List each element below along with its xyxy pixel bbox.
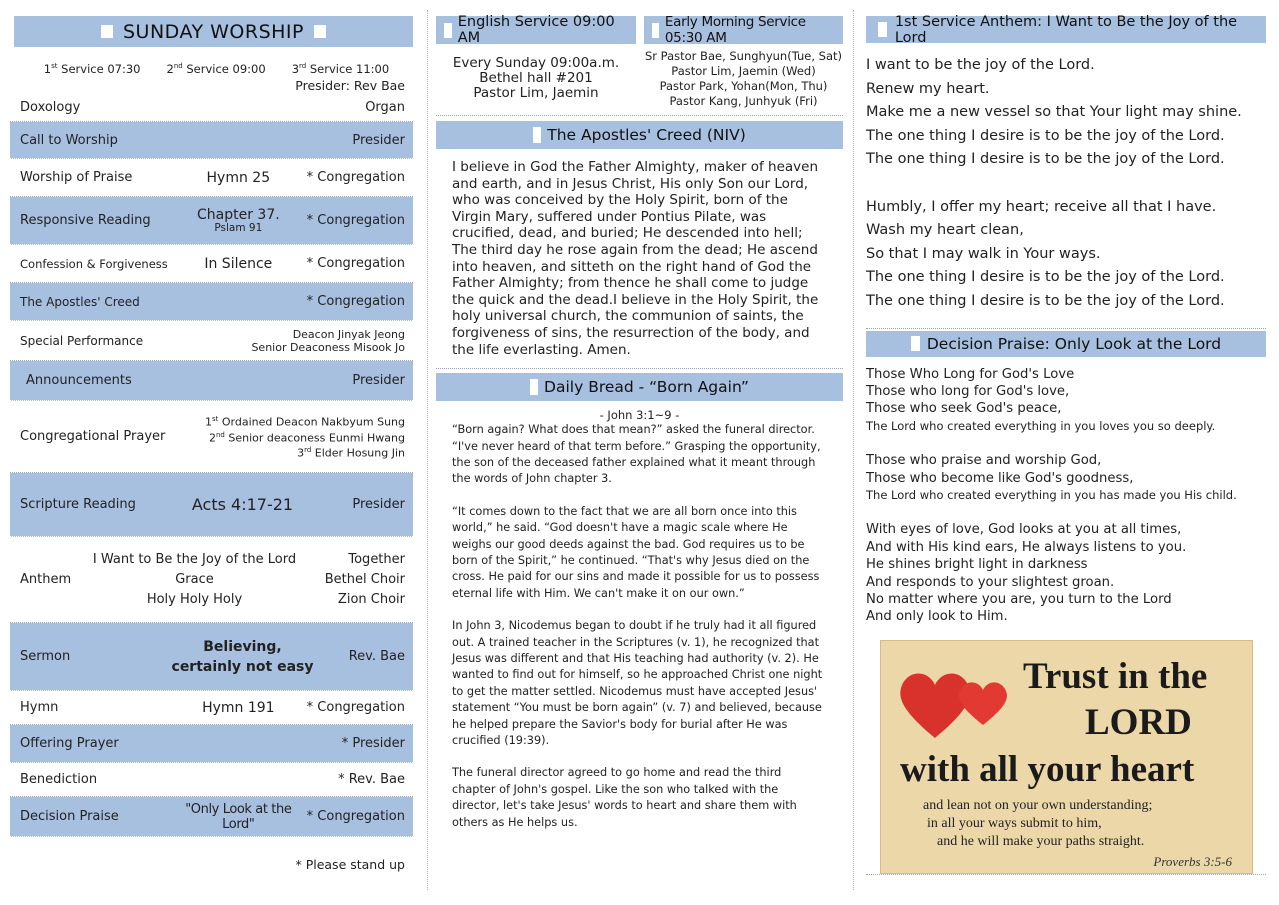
praise-line: Those Who Long for God's Love: [866, 366, 1075, 382]
praise-line: The Lord who created everything in you loves you so deeply.: [866, 418, 1216, 433]
poster-line-1: Trust in the: [1023, 656, 1208, 697]
order-row: [10, 473, 413, 537]
lyric-line: The one thing I desire is to be the joy of the Lord.: [866, 292, 1225, 309]
performers: [170, 328, 405, 354]
order-row: [10, 401, 413, 473]
praise-line: Those who seek God's peace,: [866, 401, 1062, 417]
order-of-worship: [10, 93, 413, 837]
poster-small-line: in all your ways submit to him,: [927, 816, 1102, 831]
praise-line: Those who become like God's goodness,: [866, 470, 1134, 486]
order-leader: * Congregation: [306, 256, 405, 271]
performer-name: Deacon Jinyak Jeong: [292, 327, 405, 341]
daily-bread-paragraph: The funeral director agreed to go home and read the third chapter of John's gospel. Like the son who talked with the director, let's take Jesus' words to heart and share them with others as He helps us.: [452, 766, 797, 829]
early-service-line: Sr Pastor Bae, Sunghyun(Tue, Sat): [644, 49, 843, 63]
order-row: [10, 93, 413, 122]
decision-praise-title: Decision Praise: Only Look at the Lord: [866, 331, 1266, 357]
lyric-line: Renew my heart.: [866, 80, 990, 97]
anthem-choir: Zion Choir: [337, 592, 405, 607]
daily-bread-title: Daily Bread - “Born Again”: [436, 373, 843, 401]
order-leader: Organ: [365, 99, 405, 115]
order-leader: Rev. Bae: [348, 649, 405, 664]
order-item: [170, 207, 307, 234]
sermon-title-1: Believing,: [203, 638, 282, 655]
anthem-song: Holy Holy Holy: [146, 592, 243, 607]
middle-column: [436, 16, 843, 847]
order-leader: * Congregation: [306, 294, 405, 309]
english-service-title: English Service 09:00 AM: [436, 16, 636, 44]
praise-line: And responds to your slightest groan.: [866, 574, 1115, 590]
order-label: Announcements: [26, 373, 132, 388]
order-label: Congregational Prayer: [20, 429, 166, 444]
anthem-song: I Want to Be the Joy of the Lord: [92, 552, 297, 567]
lyric-line: The one thing I desire is to be the joy of the Lord.: [866, 151, 1225, 168]
sermon-title-2: certainly not easy: [171, 658, 314, 675]
early-service-box: [644, 16, 843, 109]
performer-name: Senior Deaconess Misook Jo: [251, 340, 405, 354]
order-row: [10, 159, 413, 197]
poster-small-line: and lean not on your own understanding;: [923, 798, 1153, 813]
service-time: 3rd Service 11:00: [291, 62, 390, 76]
order-label: Doxology: [20, 99, 81, 115]
order-leader: * Congregation: [306, 809, 405, 824]
lyric-line: The one thing I desire is to be the joy of the Lord.: [866, 127, 1225, 144]
order-leader: * Presider: [341, 736, 405, 751]
order-leader: * Congregation: [306, 170, 405, 185]
anthem-choir: Bethel Choir: [324, 572, 405, 587]
order-row: [10, 725, 413, 763]
presider-line: Presider: Rev Bae: [295, 78, 405, 93]
early-service-line: Pastor Lim, Jaemin (Wed): [671, 64, 816, 78]
column-divider: [427, 10, 428, 890]
praise-gap: [866, 504, 1266, 521]
praise-line: With eyes of love, God looks at you at all times,: [866, 522, 1182, 538]
order-leader: Presider: [352, 497, 405, 512]
anthem-title: 1st Service Anthem: I Want to Be the Joy of the Lord: [866, 16, 1266, 43]
creed-text: I believe in God the Father Almighty, maker of heaven and earth, and in Jesus Christ, His only Son our Lord, who was conceived by the Holy Spirit, born of the Virgin Mary, suffered under Pontius Pilate, was crucified, dead, and buried; He descended into hell; The third day he rose again from the dead; He ascend into heaven, and sitteth on the right hand of God the Father Almighty; from thence he shall come to judge the quick and the dead.I believe in the Holy Spirit, the holy universal church, the communion of saints, the forgiveness of sins, the resurrection of the body, and the life everlasting. Amen.: [452, 159, 819, 358]
order-row: [10, 321, 413, 361]
order-label: Worship of Praise: [20, 170, 133, 185]
order-item: Hymn 191: [202, 699, 275, 716]
english-service-line: Pastor Lim, Jaemin: [473, 85, 599, 101]
english-service-box: [436, 16, 636, 109]
daily-bread-reference: - John 3:1~9 -: [599, 408, 680, 423]
order-item: [170, 637, 315, 677]
order-item: "Only Look at the Lord": [185, 801, 292, 832]
anthem-song: Grace: [175, 572, 214, 587]
decision-praise-lyrics: [866, 366, 1266, 626]
poster-line-3: with all your heart: [900, 749, 1195, 790]
order-label: Call to Worship: [20, 132, 118, 148]
lyric-line: Wash my heart clean,: [866, 222, 1024, 239]
praise-line: And with His kind ears, He always listens to you.: [866, 539, 1187, 555]
order-row: [10, 763, 413, 797]
lyric-line: So that I may walk in Your ways.: [866, 245, 1101, 262]
lyric-line: The one thing I desire is to be the joy of the Lord.: [866, 269, 1225, 286]
prayer-leader: 1st Ordained Deacon Nakbyum Sung: [204, 415, 405, 429]
early-service-line: Pastor Park, Yohan(Mon, Thu): [659, 79, 828, 93]
poster-reference: Proverbs 3:5-6: [1153, 854, 1232, 869]
daily-bread-paragraph: In John 3, Nicodemus began to doubt if he truly had it all figured out. A trained teacher in the Scriptures (v. 1), he recognized that Jesus was different and that His teaching had authority (v. 2). He wanted to find out for himself, so he approached Christ one night to get the matter settled. Nicodemus must have accepted Jesus' statement “You must be born again” (v. 7) and believed, because he helped prepare the Savior's body for burial after He was crucified (19:39).: [452, 619, 823, 748]
english-service-info: [436, 56, 636, 101]
praise-line: No matter where you are, you turn to the Lord: [866, 592, 1172, 607]
daily-bread-text: [436, 422, 843, 831]
right-column: [866, 13, 1266, 869]
order-item: In Silence: [204, 255, 273, 272]
order-label: Confession & Forgiveness: [20, 256, 168, 271]
early-service-title: Early Morning Service 05:30 AM: [644, 16, 843, 44]
order-row: [10, 623, 413, 691]
english-service-line: Every Sunday 09:00a.m.: [452, 55, 620, 71]
daily-bread-paragraph: “Born again? What does that mean?” asked the funeral director. “I've never heard of that term before.” Grasping the opportunity, the son of the deceased father explained what it meant through the words of John chapter 3.: [452, 423, 821, 486]
order-row: [10, 691, 413, 725]
english-service-line: Bethel hall #201: [479, 70, 593, 86]
order-label: The Apostles' Creed: [20, 294, 140, 309]
praise-line: Those who praise and worship God,: [866, 453, 1102, 469]
poster-small-text: [923, 797, 1223, 851]
order-leader: * Congregation: [306, 213, 405, 228]
service-time: 1st Service 07:30: [43, 62, 141, 76]
anthem-choir: Together: [348, 552, 405, 567]
prayer-leaders: [170, 413, 405, 460]
daily-bread-paragraph: “It comes down to the fact that we are all born once into this world,” he said. “God doesn't have a magic scale where He weighs our good deeds against the bad. God requires us to be born of the Spirit,” he continued. “That's why Jesus died on the cross. He paid for our sins and made it possible for us to possess eternal life with Him. We can't make it on our own.”: [452, 504, 820, 600]
column-divider: [853, 10, 854, 890]
order-label: Responsive Reading: [20, 213, 151, 228]
anthem-label: Anthem: [20, 572, 72, 587]
order-item: Acts 4:17-21: [191, 495, 294, 514]
lyric-gap: [866, 172, 1266, 196]
order-item-sub: Pslam 91: [214, 222, 263, 234]
service-time: 2nd Service 09:00: [166, 62, 266, 76]
order-label: Offering Prayer: [20, 736, 119, 751]
lyric-line: I want to be the joy of the Lord.: [866, 57, 1095, 73]
order-label: Sermon: [20, 649, 71, 664]
praise-line: Those who long for God's love,: [866, 383, 1070, 399]
order-label: Decision Praise: [20, 809, 119, 824]
order-item-main: Chapter 37.: [196, 207, 280, 223]
order-leader: * Rev. Bae: [338, 772, 405, 787]
anthem-row: [10, 537, 413, 623]
order-row: [10, 361, 413, 401]
hearts-icon: [895, 663, 1025, 743]
early-service-info: [644, 49, 843, 109]
order-label: Hymn: [20, 700, 59, 715]
prayer-leader: 2nd Senior deaconess Eunmi Hwang: [208, 430, 405, 445]
early-service-line: Pastor Kang, Junhyuk (Fri): [669, 94, 818, 108]
order-row: [10, 197, 413, 245]
praise-line: He shines bright light in darkness: [866, 557, 1088, 573]
order-label: Scripture Reading: [20, 497, 136, 512]
order-row: [10, 797, 413, 837]
trust-in-the-lord-image: [880, 640, 1253, 874]
order-label: Benediction: [20, 772, 98, 787]
service-times: [10, 62, 413, 76]
sunday-worship-title: SUNDAY WORSHIP: [14, 16, 413, 47]
order-row: [10, 245, 413, 283]
order-leader: Presider: [352, 132, 405, 148]
order-label: Special Performance: [20, 333, 144, 348]
anthem-list: [80, 552, 405, 607]
poster-small-line: and he will make your paths straight.: [937, 834, 1145, 849]
stand-up-note: * Please stand up: [295, 857, 405, 872]
order-item: Hymn 25: [206, 169, 271, 186]
order-leader: * Congregation: [306, 700, 405, 715]
lyric-line: Make me a new vessel so that Your light may shine.: [866, 104, 1242, 121]
praise-line: The Lord who created everything in you has made you His child.: [866, 487, 1237, 502]
worship-order-column: [10, 16, 413, 872]
order-row: [10, 283, 413, 321]
creed-title: The Apostles' Creed (NIV): [436, 121, 843, 149]
praise-gap: [866, 435, 1266, 452]
anthem-lyrics: [866, 54, 1266, 314]
lyric-line: Humbly, I offer my heart; receive all that I have.: [866, 198, 1217, 215]
order-row: [10, 122, 413, 159]
praise-line: And only look to Him.: [866, 609, 1008, 625]
prayer-leader: 3rd Elder Hosung Jin: [297, 446, 405, 460]
poster-line-2: LORD: [1085, 702, 1192, 743]
order-leader: Presider: [352, 373, 405, 388]
